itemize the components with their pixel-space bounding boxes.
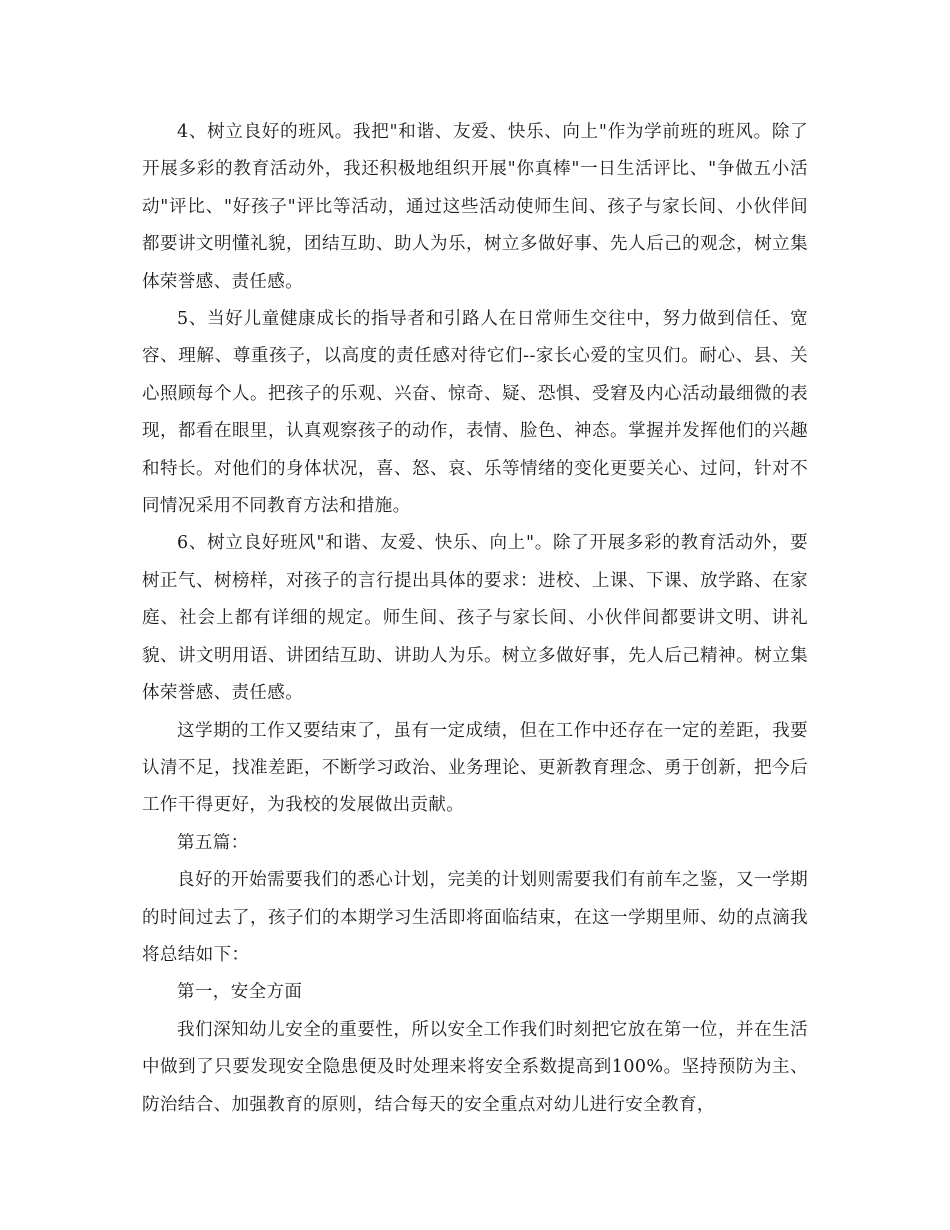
document-page	[142, 114, 808, 1124]
section-heading-part-five: 第五篇：	[177, 832, 249, 853]
paragraph-item-5-guide-role: 5、当好儿童健康成长的指导者和引路人在日常师生交往中，努力做到信任、宽容、理解、尊重孩子，以高度的责任感对待它们--家长心爱的宝贝们。耐心、县、关心照顾每个人。把孩子的乐观、兴奋、惊奇、疑、恐惧、受窘及内心活动最细微的表现，都看在眼里，认真观察孩子的动作，表情、脸色、神态。掌握并发挥他们的兴趣和特长。对他们的身体状况，喜、怒、哀、乐等情绪的变化更要关心、过问，针对不同情况采用不同教育方法和措施。	[142, 309, 808, 517]
paragraph-part-five-intro: 良好的开始需要我们的悉心计划，完美的计划则需要我们有前车之鉴，又一学期的时间过去了，孩子们的本期学习生活即将面临结束，在这一学期里师、幼的点滴我将总结如下：	[142, 870, 808, 965]
paragraph-term-conclusion: 这学期的工作又要结束了，虽有一定成绩，但在工作中还存在一定的差距，我要认清不足，找准差距，不断学习政治、业务理论、更新教育理念、勇于创新，把今后工作干得更好，为我校的发展做出贡献。	[142, 720, 808, 816]
paragraph-item-6-class-style: 6、树立良好班风"和谐、友爱、快乐、向上"。除了开展多彩的教育活动外，要树正气、树榜样，对孩子的言行提出具体的要求：进校、上课、下课、放学路、在家庭、社会上都有详细的规定。师生间、孩子与家长间、小伙伴间都要讲文明、讲礼貌、讲文明用语、讲团结互助、讲助人为乐。树立多做好事，先人后己精神。树立集体荣誉感、责任感。	[142, 533, 808, 704]
paragraph-safety: 我们深知幼儿安全的重要性，所以安全工作我们时刻把它放在第一位，并在生活中做到了只要发现安全隐患便及时处理来将安全系数提高到100%。坚持预防为主、防治结合、加强教育的原则，结合每天的安全重点对幼儿进行安全教育，	[142, 1019, 808, 1115]
section-heading-safety: 第一，安全方面	[177, 982, 303, 1003]
paragraph-item-4-class-style: 4、树立良好的班风。我把"和谐、友爱、快乐、向上"作为学前班的班风。除了开展多彩的教育活动外，我还积极地组织开展"你真棒"一日生活评比、"争做五小活动"评比、"好孩子"评比等活动，通过这些活动使师生间、孩子与家长间、小伙伴间都要讲文明懂礼貌，团结互助、助人为乐，树立多做好事、先人后己的观念，树立集体荣誉感、责任感。	[142, 122, 808, 292]
